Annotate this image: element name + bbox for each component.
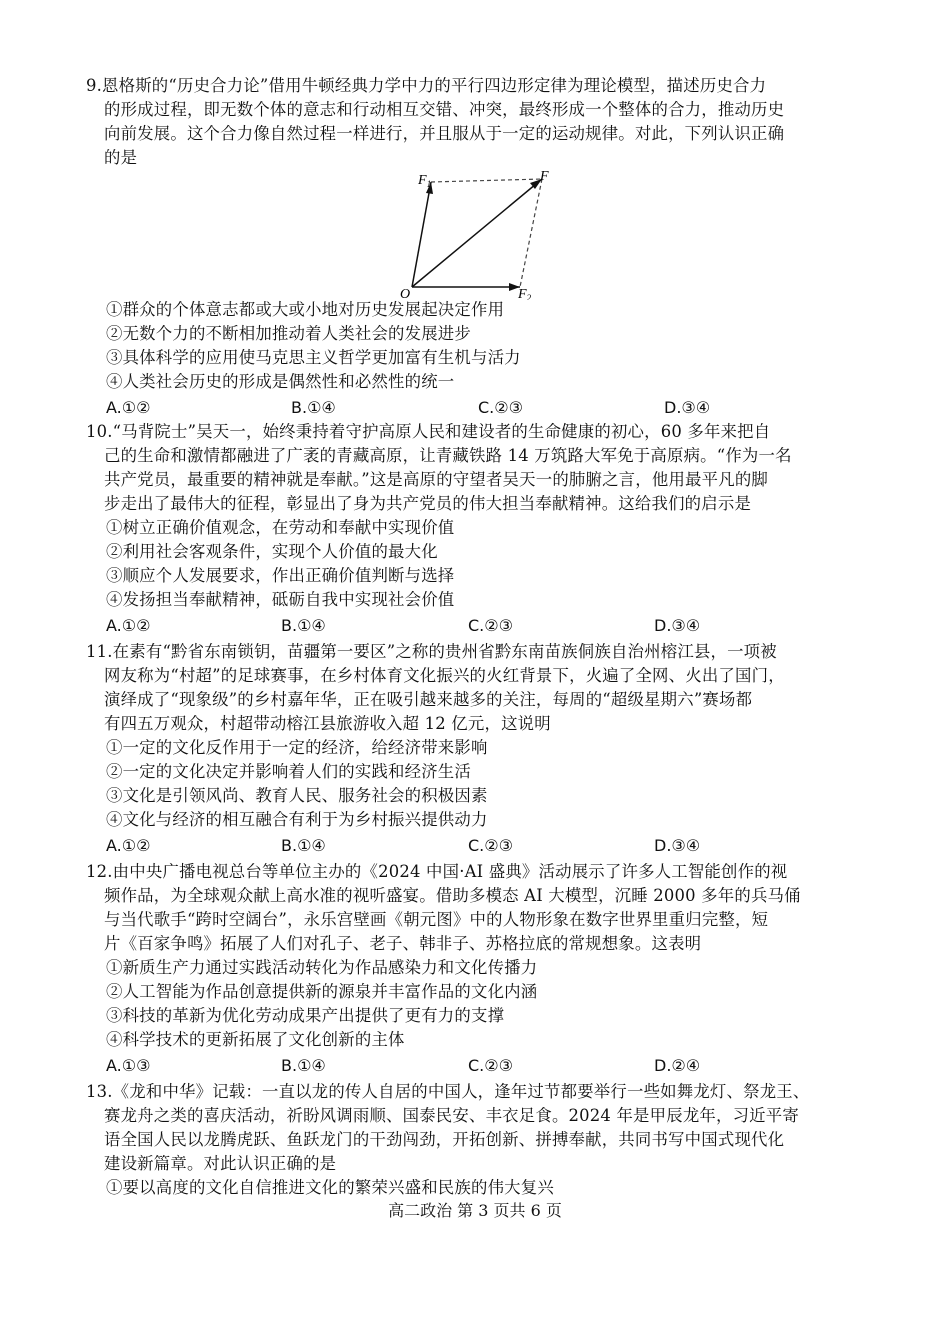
question-stem-line: 与当代歌手“跨时空阔台”，永乐宫壁画《朝元图》中的人物形象在数字世界里重归完整，短 [104, 910, 769, 929]
question-stem-line: 13.《龙和中华》记载：一直以龙的传人自居的中国人，逢年过节都要举行一些如舞龙灯、祭龙王、 [86, 1082, 810, 1101]
question-stem-line: 10.“马背院士”吴天一，始终秉持着守护高原人民和建设者的生命健康的初心，60 多年来把自 [86, 422, 771, 441]
resultant-force-arrow [412, 179, 542, 287]
choice-b: B.①④ [281, 1056, 326, 1075]
label-f: F [540, 169, 549, 184]
question-stem-line: 9.恩格斯的“历史合力论”借用牛顿经典力学中力的平行四边形定律为理论模型，描述历史合力 [86, 76, 767, 95]
choice-d: D.③④ [654, 616, 701, 635]
option-statement: ③具体科学的应用使马克思主义哲学更加富有生机与活力 [106, 348, 521, 367]
choice-a: A.①② [106, 616, 151, 635]
question-stem-line: 的形成过程，即无数个体的意志和行动相互交错、冲突，最终形成一个整体的合力，推动历史 [104, 100, 785, 119]
question-stem-line: 频作品，为全球观众献上高水准的视听盛宴。借助多模态 AI 大模型，沉睡 2000 多年的兵马俑 [104, 886, 801, 905]
option-statement: ③科技的革新为优化劳动成果产出提供了更有力的支撑 [106, 1006, 505, 1025]
choice-c: C.②③ [468, 616, 513, 635]
option-statement: ④发扬担当奉献精神，砥砺自我中实现社会价值 [106, 590, 455, 609]
option-statement: ①树立正确价值观念，在劳动和奉献中实现价值 [106, 518, 455, 537]
choice-c: C.②③ [468, 836, 513, 855]
option-statement: ②人工智能为作品创意提供新的源泉并丰富作品的文化内涵 [106, 982, 538, 1001]
option-statement: ③文化是引领风尚、教育人民、服务社会的积极因素 [106, 786, 488, 805]
choice-a: A.①③ [106, 1056, 151, 1075]
option-statement: ①新质生产力通过实践活动转化为作品感染力和文化传播力 [106, 958, 538, 977]
question-stem-line: 建设新篇章。对此认识正确的是 [104, 1154, 337, 1173]
option-statement: ①群众的个体意志都或大或小地对历史发展起决定作用 [106, 300, 505, 319]
force-parallelogram-diagram [396, 166, 566, 300]
question-stem-line: 演绎成了“现象级”的乡村嘉年华，正在吸引越来越多的关注，每周的“超级星期六”赛场都 [104, 690, 753, 709]
choice-d: D.③④ [654, 836, 701, 855]
choice-b: B.①④ [281, 836, 326, 855]
question-stem-line: 共产党员，最重要的精神就是奉献。”这是高原的守望者吴天一的肺腑之言，他用最平凡的脚 [104, 470, 769, 489]
question-stem-line: 赛龙舟之类的喜庆活动，祈盼风调雨顺、国泰民安、丰衣足食。2024 年是甲辰龙年，习近平寄 [104, 1106, 799, 1125]
option-statement: ④科学技术的更新拓展了文化创新的主体 [106, 1030, 405, 1049]
option-statement: ④文化与经济的相互融合有利于为乡村振兴提供动力 [106, 810, 488, 829]
question-stem-line: 片《百家争鸣》拓展了人们对孔子、老子、韩非子、苏格拉底的常规想象。这表明 [104, 934, 702, 953]
option-statement: ①一定的文化反作用于一定的经济，给经济带来影响 [106, 738, 488, 757]
choice-c: C.②③ [468, 1056, 513, 1075]
choice-a: A.①② [106, 398, 151, 417]
question-stem-line: 步走出了最伟大的征程，彰显出了身为共产党员的伟大担当奉献精神。这给我们的启示是 [104, 494, 752, 513]
question-stem-line: 向前发展。这个合力像自然过程一样进行，并且服从于一定的运动规律。对此，下列认识正确 [104, 124, 785, 143]
choice-c: C.②③ [478, 398, 523, 417]
choice-a: A.①② [106, 836, 151, 855]
question-stem-line: 的是 [104, 148, 138, 167]
page-footer: 高二政治 第 3 页共 6 页 [388, 1201, 562, 1220]
option-statement: ③顺应个人发展要求，作出正确价值判断与选择 [106, 566, 455, 585]
question-stem-line: 语全国人民以龙腾虎跃、鱼跃龙门的干劲闯劲，开拓创新、拼搏奉献，共同书写中国式现代化 [104, 1130, 785, 1149]
option-statement: ②一定的文化决定并影响着人们的实践和经济生活 [106, 762, 471, 781]
option-statement: ②无数个力的不断相加推动着人类社会的发展进步 [106, 324, 471, 343]
force-f1-arrow [412, 182, 431, 287]
question-stem-line: 有四五万观众，村超带动榕江县旅游收入超 12 亿元，这说明 [104, 714, 551, 733]
question-stem-line: 12.由中央广播电视总台等单位主办的《2024 中国·AI 盛典》活动展示了许多人工智能创作的视 [86, 862, 788, 881]
choice-d: D.②④ [654, 1056, 701, 1075]
option-statement: ④人类社会历史的形成是偶然性和必然性的统一 [106, 372, 455, 391]
question-stem-line: 11.在素有“黔省东南锁钥，苗疆第一要区”之称的贵州省黔东南苗族侗族自治州榕江县，一项被 [86, 642, 777, 661]
choice-b: B.①④ [281, 616, 326, 635]
label-f2: $F_2$ [518, 287, 532, 300]
option-statement: ①要以高度的文化自信推进文化的繁荣兴盛和民族的伟大复兴 [106, 1178, 554, 1197]
question-stem-line: 己的生命和激情都融进了广袤的青藏高原，让青藏铁路 14 万筑路大军免于高原病。“作为一名 [104, 446, 792, 465]
dashed-top-edge [431, 179, 542, 182]
choice-d: D.③④ [664, 398, 711, 417]
option-statement: ②利用社会客观条件，实现个人价值的最大化 [106, 542, 438, 561]
label-origin: O [400, 287, 411, 300]
label-f1: $F_1$ [418, 173, 432, 189]
choice-b: B.①④ [291, 398, 336, 417]
question-stem-line: 网友称为“村超”的足球赛事，在乡村体育文化振兴的火红背景下，火遍了全网、火出了国门， [104, 666, 785, 685]
